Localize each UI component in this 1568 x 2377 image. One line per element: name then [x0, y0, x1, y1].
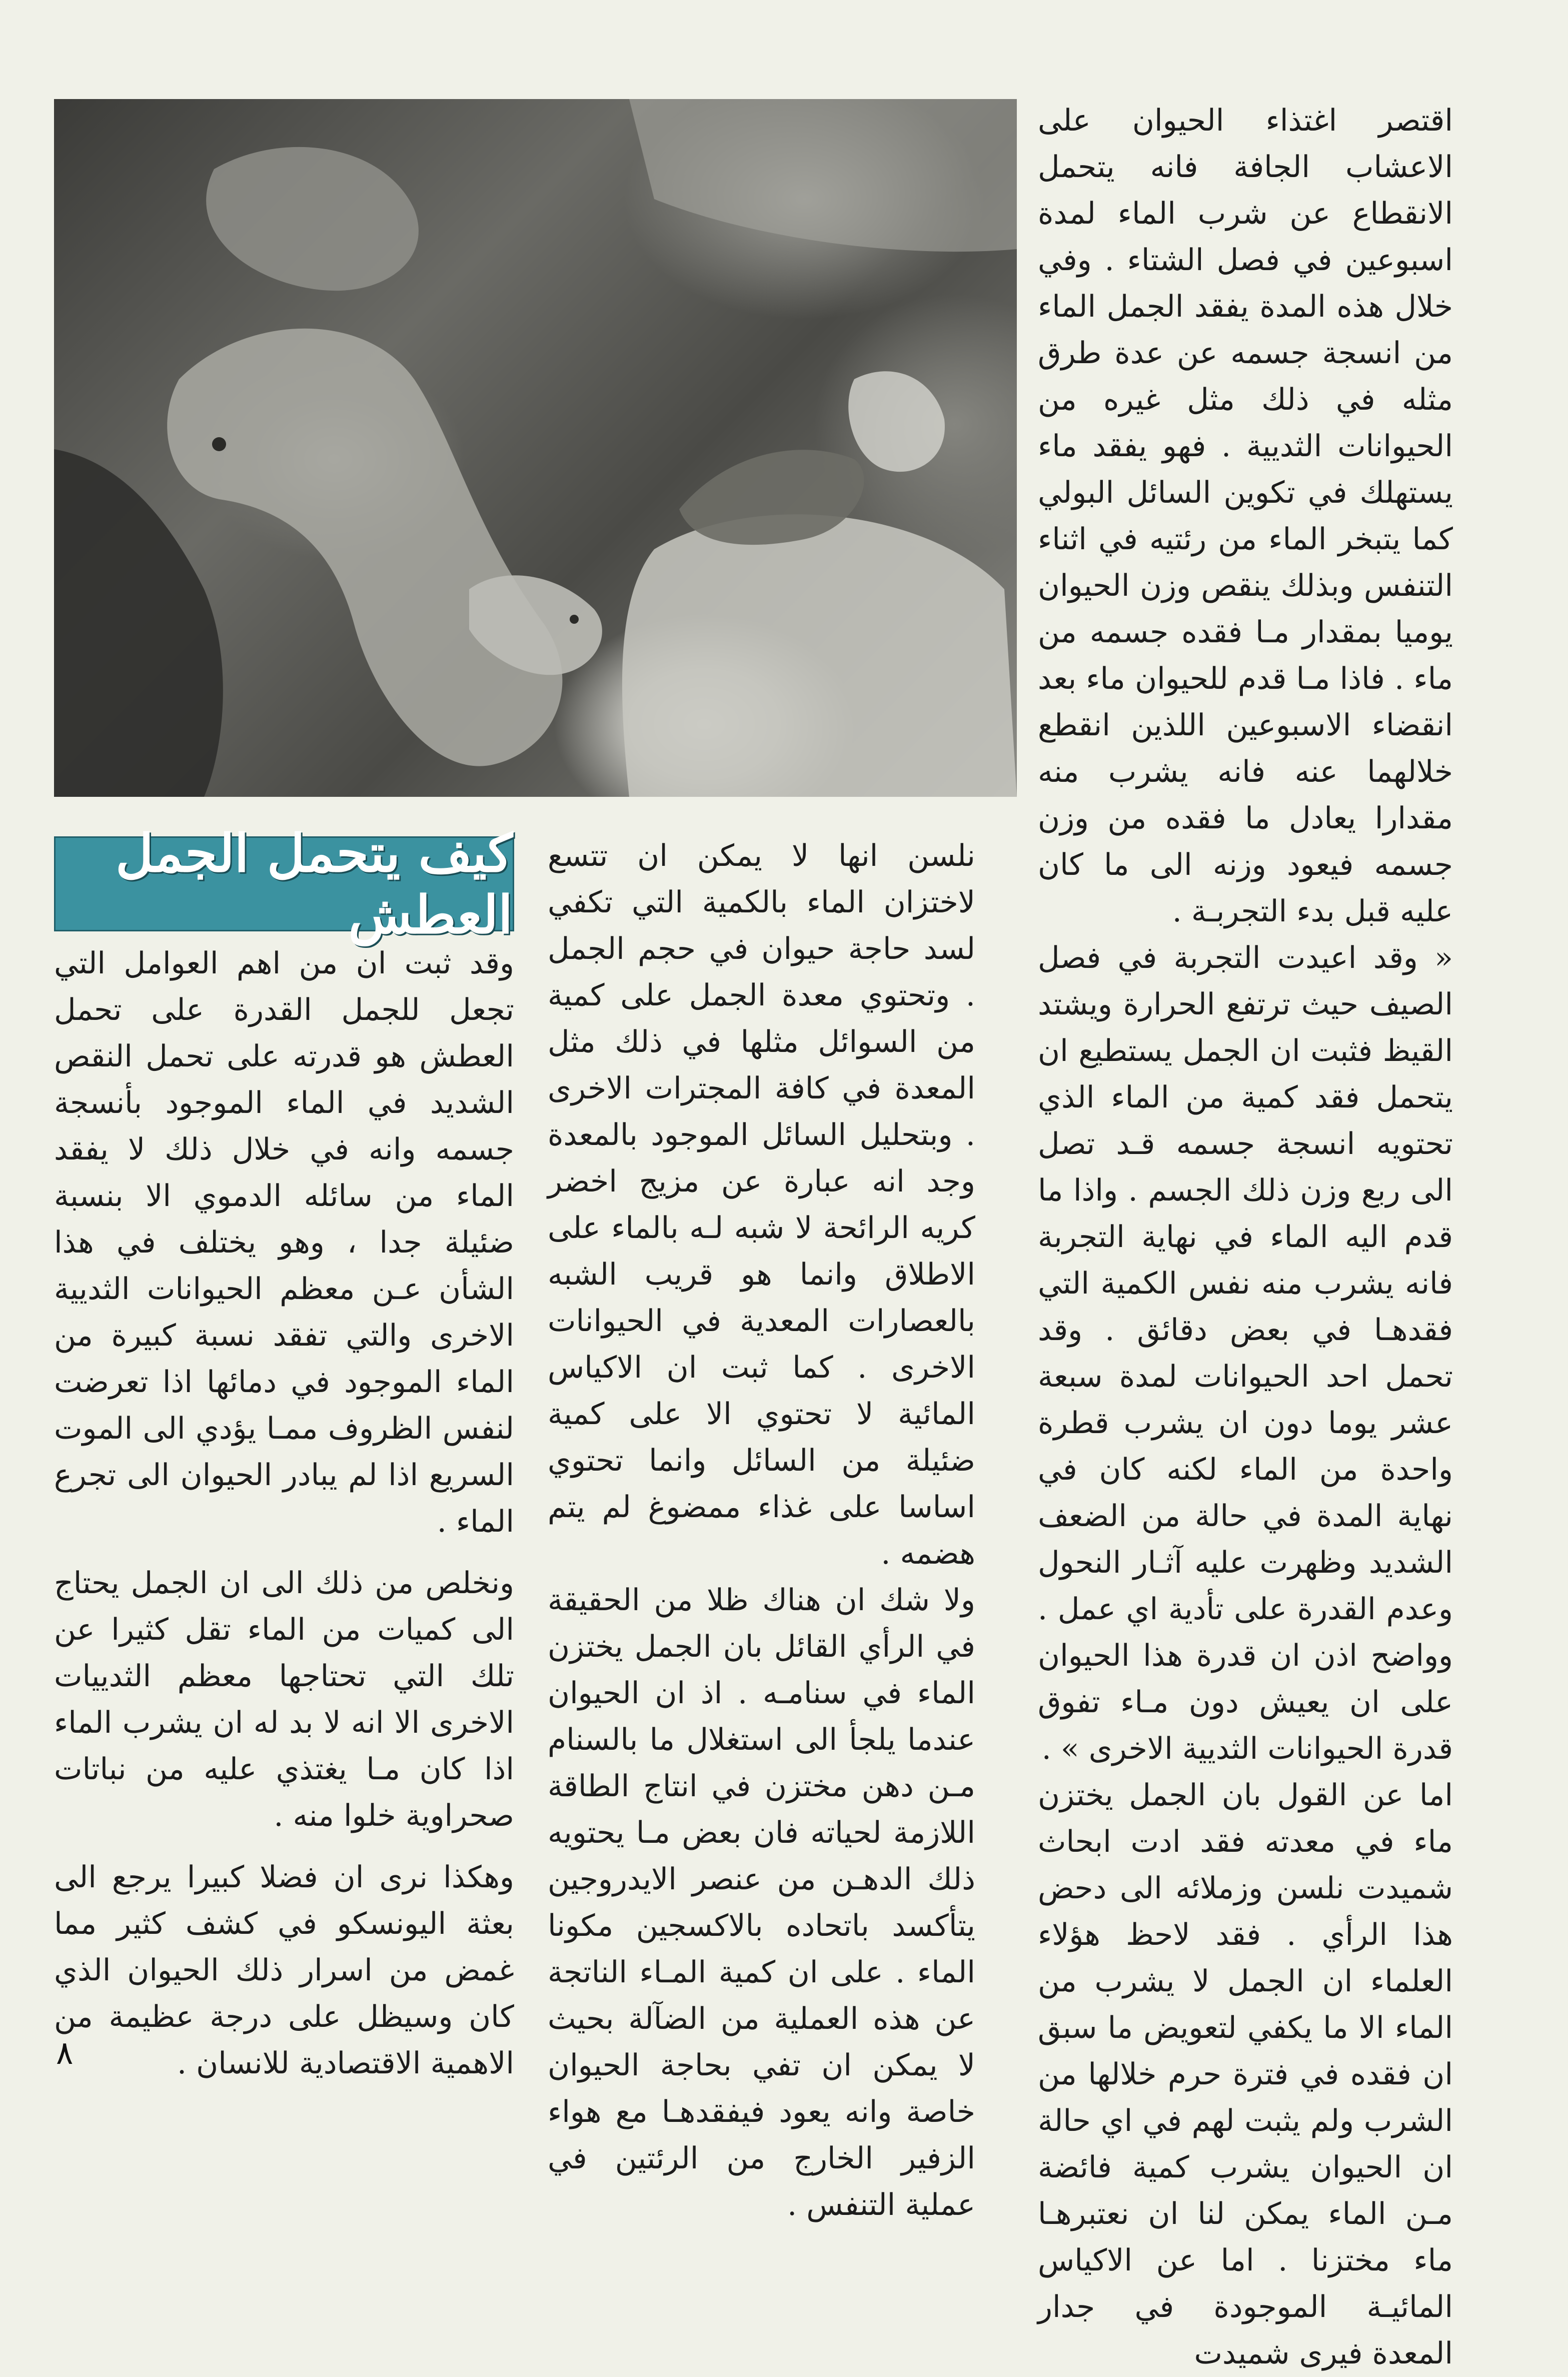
paragraph: وهكذا نرى ان فضلا كبيرا يرجع الى بعثة اليونسكو في كشف كثير مما غمض من اسرار ذلك الحيوان الذي كان وسيظل على درجة عظيمة من الاهمية الاقتصادية للانسان .: [54, 1860, 514, 2081]
article-column-right: [1038, 98, 1453, 2371]
article-column-left: [54, 833, 514, 2081]
paragraph: ولا شك ان هناك ظلا من الحقيقة في الرأي القائل بان الجمل يختزن الماء في سنامـه . اذ ان الحيوان عندما يلجأ الى استغلال ما بالسنام مـن دهن مختزن في انتاج الطاقة اللازمة لحياته فان بعض مـا يحتويه ذلك الدهـن من عنصر الايدروجين يتأكسد باتحاده بالاكسجين مكونا الماء . على ان كمية المـاء الناتجة عن هذه العملية من الضآلة بحيث لا يمكن ان تفي بحاجة الحيوان خاصة وانه يعود فيفقدهـا مع هواء الزفير الخارج من الرئتين في عملية التنفس .: [548, 1583, 975, 2222]
paragraph: اقتصر اغتذاء الحيوان على الاعشاب الجافة فانه يتحمل الانقطاع عن شرب الماء لمدة اسبوعين في فصل الشتاء . وفي خلال هذه المدة يفقد الجمل الماء من انسجة جسمه عن عدة طرق مثله في ذلك مثل غيره من الحيوانات الثديية . فهو يفقد ماء يستهلك في تكوين السائل البولي كما يتبخر الماء من رئتيه في اثناء التنفس وبذلك ينقص وزن الحيوان يوميا بمقدار مـا فقده جسمه من ماء . فاذا مـا قدم للحيوان ماء بعد انقضاء الاسبوعين اللذين انقطع خلالهما عنه فانه يشرب منه مقدارا يعادل ما فقده من وزن جسمه فيعود وزنه الى ما كان عليه قبل بدء التجربـة .: [1038, 103, 1453, 929]
paragraph: نلسن انها لا يمكن ان تتسع لاختزان الماء بالكمية التي تكفي لسد حاجة حيوان في حجم الجمل . وتحتوي معدة الجمل على كمية من السوائل مثلها في ذلك مثل المعدة في كافة المجترات الاخرى . وبتحليل السائل الموجود بالمعدة وجد انه عبارة عن مزيج اخضر كريه الرائحة لا شبه لـه بالماء على الاطلاق وانما هو قريب الشبه بالعصارات المعدية في الحيوانات الاخرى . كما ثبت ان الاكياس المائية لا تحتوي الا على كمية ضئيلة من السائل وانما تحتوي اساسا على غذاء ممضوغ لم يتم هضمه .: [548, 838, 975, 1571]
paragraph: « وقد اعيدت التجربة في فصل الصيف حيث ترتفع الحرارة ويشتد القيظ فثبت ان الجمل يستطيع ان يتحمل فقد كمية من الماء الذي تحتويه انسجة جسمه قـد تصل الى ربع وزن ذلك الجسم . واذا ما قدم اليه الماء في نهاية التجربة فانه يشرب منه نفس الكمية التي فقدهـا في بعض دقائق . وقد تحمل احد الحيوانات لمدة سبعة عشر يوما دون ان يشرب قطرة واحدة من الماء لكنه كان في نهاية المدة في حالة من الضعف الشديد وظهرت عليه آثـار النحول وعدم القدرة على تأدية اي عمل . وواضح اذن ان قدرة هذا الحيوان على ان يعيش دون مـاء تفوق قدرة الحيوانات الثديية الاخرى » .: [1038, 940, 1453, 1766]
article-title: كيف يتحمل الجمل العطش: [116, 822, 513, 945]
paragraph: وقد ثبت ان من اهم العوامل التي تجعل للجمل القدرة على تحمل العطش هو قدرته على تحمل النقص الشديد في الماء الموجود بأنسجة جسمه وانه في خلال ذلك لا يفقد الماء من سائله الدموي الا بنسبة ضئيلة جدا ، وهو يختلف في هذا الشأن عـن معظم الحيوانات الثديية الاخرى والتي تفقد نسبة كبيرة من الماء الموجود في دمائها اذا تعرضت لنفس الظروف ممـا يؤدي الى الموت السريع اذا لم يبادر الحيوان الى تجرع الماء .: [54, 946, 514, 1539]
paragraph: اما عن القول بان الجمل يختزن ماء في معدته فقد ادت ابحاث شميدت نلسن وزملائه الى دحض هذا الرأي . فقد لاحظ هؤلاء العلماء ان الجمل لا يشرب من الماء الا ما يكفي لتعويض ما سبق ان فقده في فترة حرم خلالها من الشرب ولم يثبت لهم في اي حالة ان الحيوان يشرب كمية فائضة مـن الماء يمكن لنا ان نعتبرهـا ماء مختزنا . اما عن الاكياس المائيـة الموجودة في جدار المعدة فيرى شميدت: [1038, 1778, 1453, 2371]
article-column-middle: [548, 833, 975, 2222]
paragraph: ونخلص من ذلك الى ان الجمل يحتاج الى كميات من الماء تقل كثيرا عن تلك التي تحتاجها معظم الثدييات الاخرى الا انه لا بد له ان يشرب الماء اذا كان مـا يغتذي عليه من نباتات صحراوية خلوا منه .: [54, 1566, 514, 1833]
camels-herd-photo-icon: [54, 99, 1017, 797]
page-number: ٨: [56, 2035, 74, 2072]
camels-photo: [54, 99, 1017, 797]
